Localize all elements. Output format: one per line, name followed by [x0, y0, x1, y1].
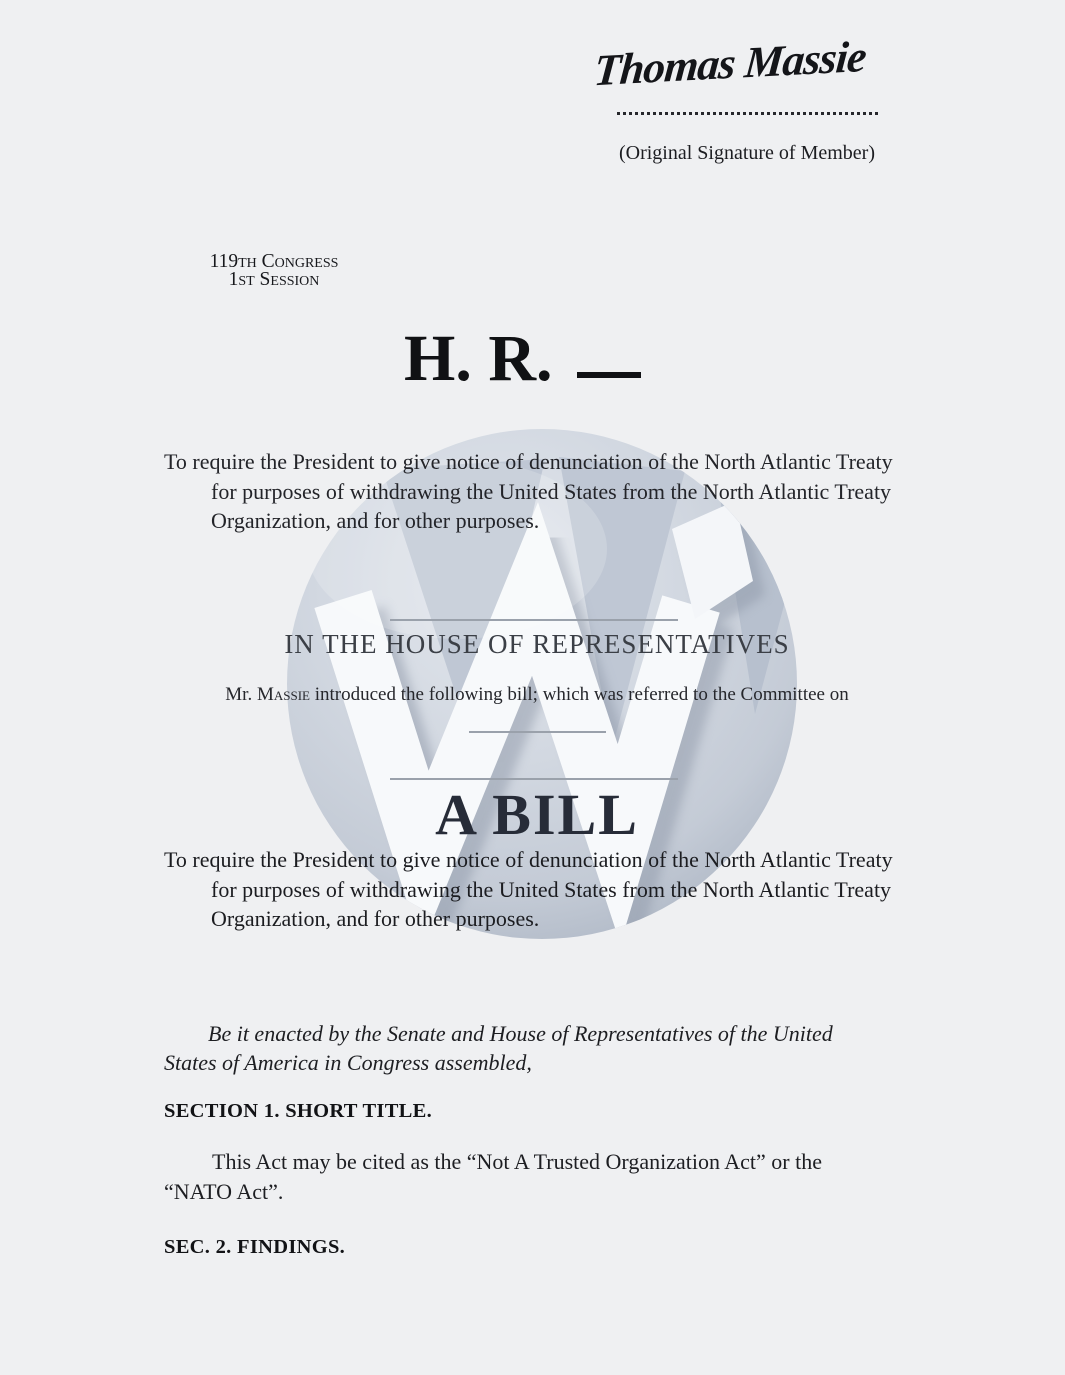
bill-heading-rule [390, 778, 678, 780]
bill-heading: A BILL [435, 782, 639, 847]
session-line: 1st Session [228, 269, 320, 290]
top-rule [390, 619, 678, 621]
sponsor-action-line [163, 684, 911, 706]
signature-caption: (Original Signature of Member) [618, 142, 876, 164]
signature-dotted-line [617, 84, 878, 115]
member-signature: Thomas Massie [592, 31, 868, 96]
sponsor-prefix: Mr. [225, 684, 257, 705]
action-text: introduced the following bill; which was referred to the Committee on [309, 684, 849, 705]
enacting-clause: Be it enacted by the Senate and House of Representatives of the United States of America in Congress assembled, [164, 1021, 833, 1075]
chamber-heading: IN THE HOUSE OF REPRESENTATIVES [284, 629, 790, 659]
committee-blank-line [469, 731, 606, 733]
body-purpose-paragraph: To require the President to give notice of denunciation of the North Atlantic Treaty for purposes of withdrawing the United States from the North Atlantic Treaty Organization, and for other purposes. [164, 847, 893, 931]
congress-session-caption [184, 253, 364, 289]
sponsor-name: Massie [256, 684, 310, 705]
section-1-text: This Act may be cited as the “Not A Trusted Organization Act” or the “NATO Act”. [164, 1149, 822, 1204]
preamble-purpose-paragraph: To require the President to give notice of denunciation of the North Atlantic Treaty for purposes of withdrawing the United States from the North Atlantic Treaty Organization, and for other purposes. [164, 449, 893, 533]
bill-number-blank [577, 372, 641, 378]
bill-number-label: H. R. [404, 322, 553, 395]
section-2-heading: SEC. 2. FINDINGS. [164, 1236, 346, 1258]
congress-line: 119th Congress [209, 251, 339, 272]
bill-number-heading [404, 322, 724, 395]
section-1-heading: SECTION 1. SHORT TITLE. [164, 1100, 433, 1122]
